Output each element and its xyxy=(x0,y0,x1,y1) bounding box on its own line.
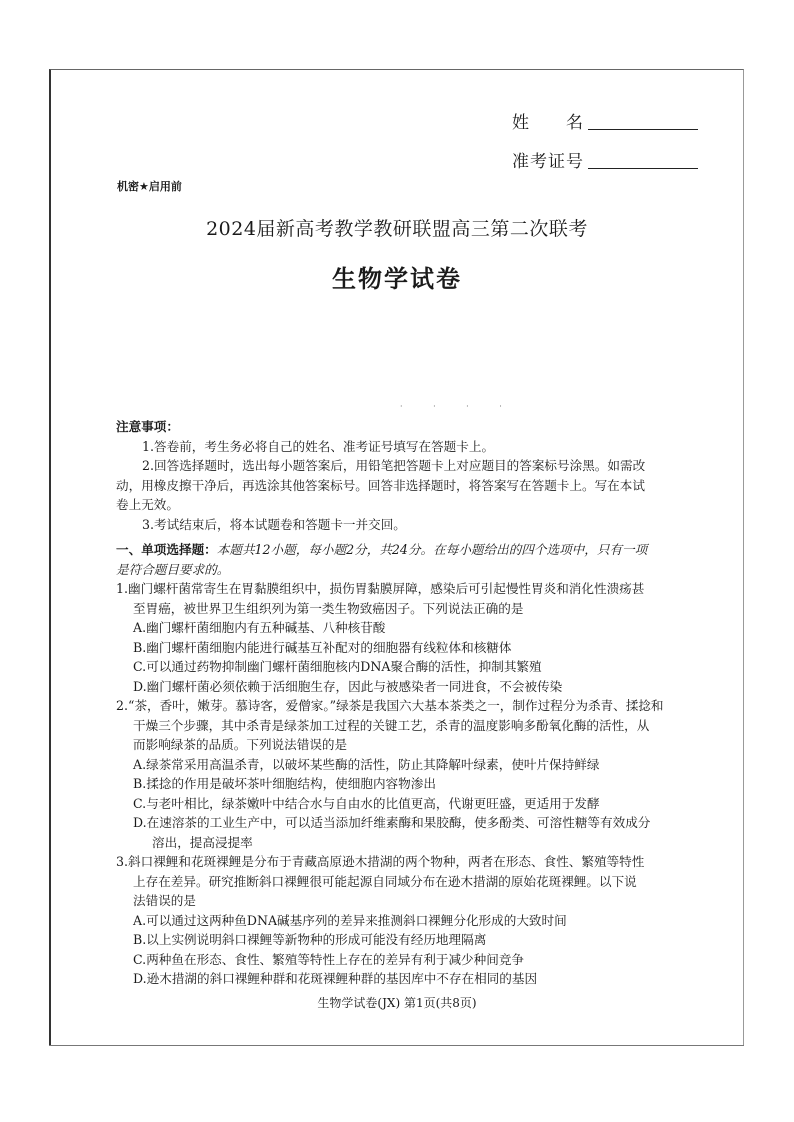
subject-title: 生物学试卷 xyxy=(332,265,462,293)
question-1 xyxy=(116,579,676,696)
question-3-stem-line-2: 上存在差异。研究推断斜口裸鲤很可能起源自同域分布在逊木措湖的原始花斑裸鲤。以下说 xyxy=(133,873,637,889)
notice-item-2-cont2: 卷上无效。 xyxy=(116,497,179,512)
question-2-option-b[interactable]: B.揉捻的作用是破坏茶叶细胞结构，使细胞内容物渗出 xyxy=(133,776,436,791)
question-2-stem-line-2: 干燥三个步骤，其中杀青是绿茶加工过程的关键工艺，杀青的温度影响多酚氧化酶的活性，从 xyxy=(133,717,650,733)
notice-item-3: 3.考试结束后，将本试题卷和答题卡一并交回。 xyxy=(142,516,406,532)
question-1-stem-line-2: 至胃癌，被世界卫生组织列为第一类生物致癌因子。下列说法正确的是 xyxy=(133,600,524,616)
question-1-option-b[interactable]: B.幽门螺杆菌细胞内能进行碱基互补配对的细胞器有线粒体和核糖体 xyxy=(133,639,512,655)
question-3-stem-line-3: 法错误的是 xyxy=(133,893,196,908)
question-1-option-a[interactable]: A.幽门螺杆菌细胞内有五种碱基、八种核苷酸 xyxy=(133,620,386,635)
question-1-option-d[interactable]: D.幽门螺杆菌必须依赖于活细胞生存，因此与被感染者一同进食，不会被传染 xyxy=(133,678,563,694)
exam-id-field[interactable] xyxy=(588,168,698,169)
question-3-option-b[interactable]: B.以上实例说明斜口裸鲤等新物种的形成可能没有经历地理隔离 xyxy=(133,932,487,947)
question-2-option-c[interactable]: C.与老叶相比，绿茶嫩叶中结合水与自由水的比值更高，代谢更旺盛，更适用于发酵 xyxy=(133,795,600,811)
question-2-stem-line-1: 2.“茶，香叶，嫩芽。慕诗客，爱僧家。”绿茶是我国六大基本茶类之一，制作过程分为杀青、揉捻和 xyxy=(116,698,664,713)
section-1-desc-cont-text: 是符合题目要求的。 xyxy=(116,561,230,577)
question-3-option-d[interactable]: D.逊木措湖的斜口裸鲤种群和花斑裸鲤种群的基因库中不存在相同的基因 xyxy=(133,971,538,986)
question-2-option-d[interactable]: D.在速溶茶的工业生产中，可以适当添加纤维素酶和果胶酶，使多酚类、可溶性糖等有效成分 xyxy=(133,815,651,830)
name-label: 姓 名 xyxy=(512,113,584,133)
notice-item-2: 2.回答选择题时，选出每小题答案后，用铅笔把答题卡上对应题目的答案标号涂黑。如需改 xyxy=(142,458,646,473)
notice-title: 注意事项： xyxy=(116,419,179,434)
section-1-desc: 本题共12小题，每小题2分，共24分。在每小题给出的四个选项中，只有一项 xyxy=(216,542,648,557)
paper-bottom-edge xyxy=(49,1045,744,1046)
exam-title: 2024届新高考教学教研联盟高三第二次联考 xyxy=(206,218,588,240)
question-2-option-d-cont: 溶出，提高浸提率 xyxy=(152,834,253,850)
exam-id-label: 准考证号 xyxy=(512,152,584,172)
notice-item-1: 1.答卷前，考生务必将自己的姓名、准考证号填写在答题卡上。 xyxy=(142,438,495,454)
question-3-option-a[interactable]: A.可以通过这两种鱼DNA碱基序列的差异来推测斜口裸鲤分化形成的大致时间 xyxy=(133,912,567,928)
page-footer: 生物学试卷(JX) 第1页(共8页) xyxy=(317,996,477,1010)
question-1-stem-line-1: 1.幽门螺杆菌常寄生在胃黏膜组织中，损伤胃黏膜屏障，感染后可引起慢性胃炎和消化性溃疡甚 xyxy=(116,581,645,596)
section-1-header xyxy=(116,540,676,560)
question-3 xyxy=(116,852,676,989)
section-1-heading: 一、单项选择题： xyxy=(116,542,217,557)
decorative-dots: · · · · xyxy=(400,402,516,411)
section-1-desc-cont xyxy=(116,560,676,580)
secret-mark: 机密★启用前 xyxy=(117,180,182,193)
notice-item-2-cont: 动，用橡皮擦干净后，再选涂其他答案标号。回答非选择题时，将答案写在答题卡上。写在本试 xyxy=(116,477,645,493)
question-2-stem-line-3: 而影响绿茶的品质。下列说法错误的是 xyxy=(133,737,348,752)
name-field[interactable] xyxy=(588,129,698,130)
question-1-option-c[interactable]: C.可以通过药物抑制幽门螺杆菌细胞核内DNA聚合酶的活性，抑制其繁殖 xyxy=(133,659,542,674)
question-3-stem-line-1: 3.斜口裸鲤和花斑裸鲤是分布于青藏高原逊木措湖的两个物种，两者在形态、食性、繁殖等特性 xyxy=(116,854,645,869)
question-2 xyxy=(116,696,676,852)
question-2-option-a[interactable]: A.绿茶常采用高温杀青，以破坏某些酶的活性，防止其降解叶绿素，使叶片保持鲜绿 xyxy=(133,756,600,772)
exam-body xyxy=(116,417,676,989)
question-3-option-c[interactable]: C.两种鱼在形态、食性、繁殖等特性上存在的差异有利于减少种间竞争 xyxy=(133,951,525,967)
